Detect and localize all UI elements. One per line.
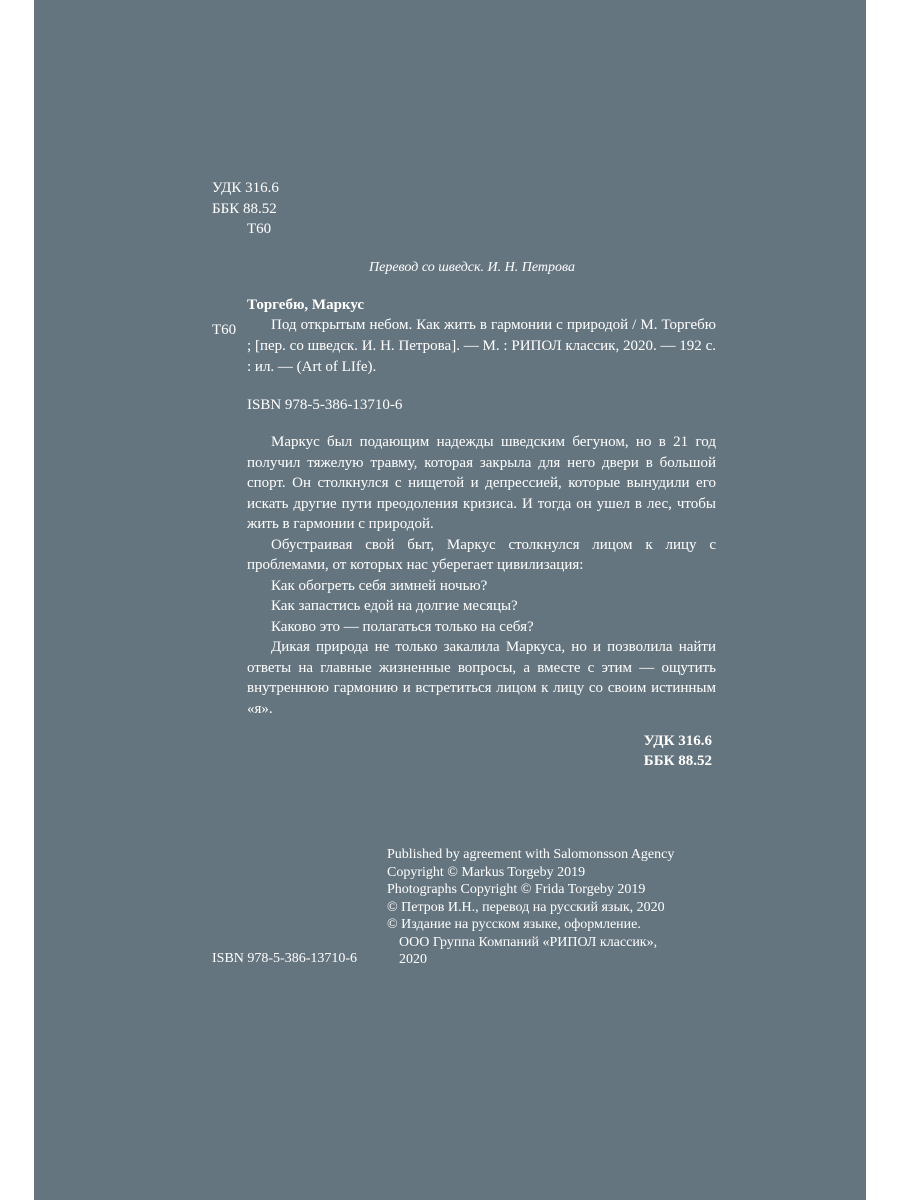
copyright-line: 2020: [399, 952, 427, 967]
copyright-line: Copyright © Markus Torgeby 2019: [387, 864, 586, 880]
isbn-bottom: ISBN 978-5-386-13710-6: [212, 951, 358, 966]
copyright-line: Photographs Copyright © Frida Torgeby 2019: [387, 882, 646, 897]
annotation: [247, 432, 716, 719]
record-cipher: Т60: [212, 322, 237, 338]
book-page: [34, 0, 866, 1200]
udk-code: УДК 316.6: [212, 180, 279, 196]
copyright-line: ООО Группа Компаний «РИПОЛ классик»,: [399, 934, 658, 950]
copyright-line: © Издание на русском языке, оформление.: [387, 917, 641, 932]
copyright-line: Published by agreement with Salomonsson Agency: [387, 847, 675, 862]
translator-credit: Перевод со шведск. И. Н. Петрова: [369, 260, 576, 275]
author-heading: Торгебю, Маркус: [247, 297, 365, 313]
bbk-code: ББК 88.52: [212, 201, 277, 217]
udk-code-bold: УДК 316.6: [643, 733, 712, 749]
author-cipher: Т60: [247, 221, 272, 237]
copyright-block: [387, 846, 674, 969]
bibliographic-description: Под открытым небом. Как жить в гармонии с природой / М. Торгебю ; [пер. со шведск. И. Н. Петрова]. — М. : РИПОЛ классик, 2020. — 192 с. : ил. — (Art of LIfe).: [247, 317, 716, 375]
annotation-paragraph: Дикая природа не только закалила Маркуса, но и позволила найти ответы на главные жизненные вопросы, а вместе с этим — ощутить внутреннюю гармонию и встретиться лицом к лицу со своим истинным «я».: [247, 639, 716, 717]
annotation-paragraph: Маркус был подающим надежды шведским бегуном, но в 21 год получил тяжелую травму, которая закрыла для него двери в большой спорт. Он столкнулся с нищетой и депрессией, которые вынудили его искать другие пути преодоления кризиса. И тогда он ушел в лес, чтобы жить в гармонии с природой.: [247, 434, 716, 532]
annotation-question: Как обогреть себя зимней ночью?: [271, 577, 488, 594]
copyright-line: © Петров И.Н., перевод на русский язык, 2020: [387, 899, 665, 915]
annotation-question: Каково это — полагаться только на себя?: [271, 618, 534, 635]
annotation-question: Как запастись едой на долгие месяцы?: [271, 598, 518, 614]
isbn-record: ISBN 978-5-386-13710-6: [247, 397, 403, 413]
classification-block: [644, 731, 712, 771]
bbk-code-bold: ББК 88.52: [643, 753, 712, 769]
annotation-paragraph: Обустраивая свой быт, Маркус столкнулся лицом к лицу с проблемами, от которых нас уберегает цивилизация:: [247, 536, 716, 573]
